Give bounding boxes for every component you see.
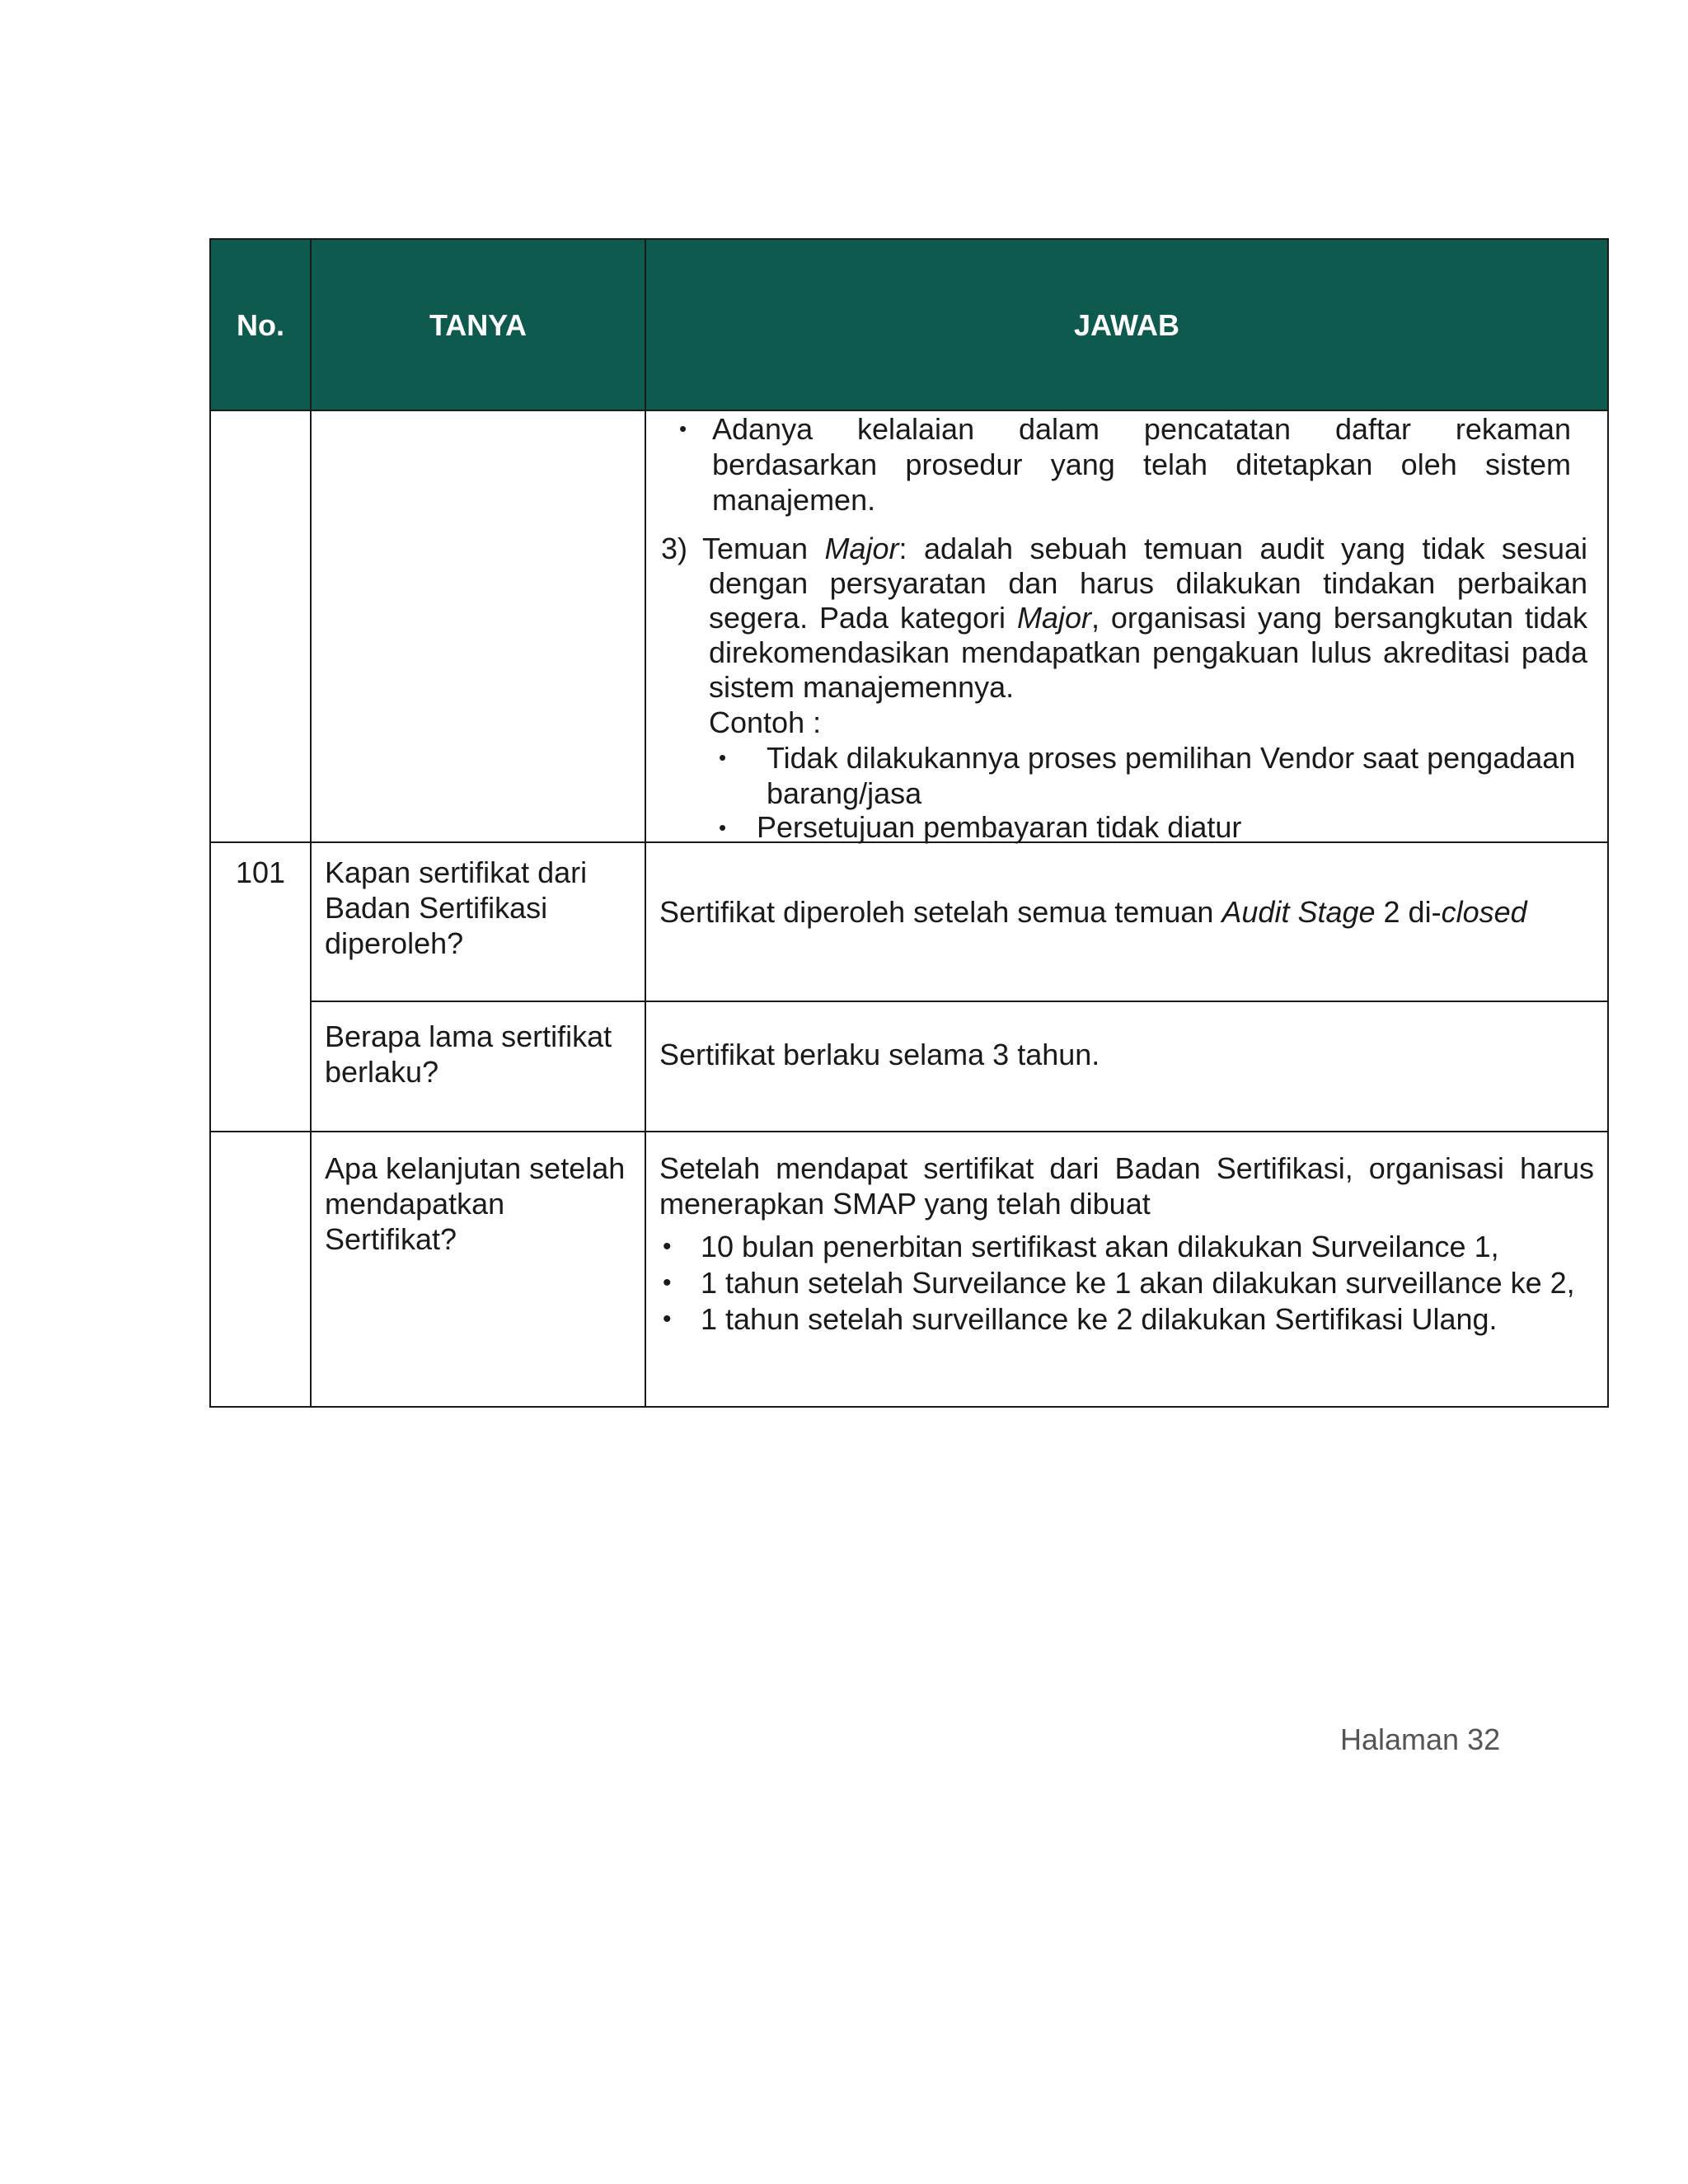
header-jawab: JAWAB bbox=[645, 239, 1608, 410]
item-text: Temuan Major: adalah sebuah temuan audit yang tidak sesuai dengan persyaratan dan harus dilakukan tindakan perbaikan segera. Pada kategori Major, organisasi yang bersangkutan tidak direkomendasikan mendapatkan pengakuan lulus akreditasi pada sistem manajemennya. bbox=[702, 532, 1588, 704]
cell-question: Berapa lama sertifikat berlaku? bbox=[311, 1001, 645, 1132]
table-row-101 bbox=[210, 842, 1608, 1001]
header-no: No. bbox=[210, 239, 311, 410]
example-item: • Tidak dilakukannya proses pemilihan Vendor saat pengadaan barang/jasa bbox=[719, 741, 1576, 810]
cell-answer bbox=[645, 1132, 1608, 1407]
example-item: • Persetujuan pembayaran tidak diatur bbox=[719, 810, 1242, 844]
bullet-icon: • bbox=[719, 745, 727, 770]
cell-question: Apa kelanjutan setelah mendapatkan Sertifikat? bbox=[311, 1132, 645, 1407]
cell-question-empty bbox=[311, 410, 645, 842]
table-row-next bbox=[210, 1132, 1608, 1407]
list-item: • 1 tahun setelah surveillance ke 2 dilakukan Sertifikasi Ulang. bbox=[663, 1302, 1498, 1336]
cell-answer: Sertifikat berlaku selama 3 tahun. bbox=[645, 1001, 1608, 1132]
bullet-rest: berdasarkan prosedur yang telah ditetapkan oleh sistem manajemen. bbox=[712, 448, 1571, 517]
contoh-label: Contoh : bbox=[709, 705, 822, 739]
bullet-icon: • bbox=[679, 416, 687, 441]
cell-question: Kapan sertifikat dari Badan Sertifikasi diperoleh? bbox=[311, 842, 645, 1001]
table-row-101-sub bbox=[210, 1001, 1608, 1132]
header-tanya: TANYA bbox=[311, 239, 645, 410]
bullet-icon: • bbox=[663, 1269, 672, 1296]
list-item: • 1 tahun setelah Surveilance ke 1 akan dilakukan surveillance ke 2, bbox=[663, 1266, 1575, 1300]
cell-no: 101 bbox=[210, 842, 311, 1132]
table-header-row bbox=[210, 239, 1608, 410]
cell-answer-continued bbox=[645, 410, 1608, 842]
page-number: Halaman 32 bbox=[1340, 1722, 1501, 1756]
answer-intro: Setelah mendapat sertifikat dari Badan Sertifikasi, organisasi harus menerapkan SMAP yang telah dibuat bbox=[659, 1151, 1594, 1221]
bullet-line-1: Adanya kelalaian dalam pencatatan daftar rekaman bbox=[712, 412, 1571, 446]
list-item bbox=[679, 411, 1571, 518]
cell-no-empty bbox=[210, 1132, 311, 1407]
list-item: • 10 bulan penerbitan sertifikast akan dilakukan Surveilance 1, bbox=[663, 1230, 1499, 1263]
cell-no-empty bbox=[210, 410, 311, 842]
cell-answer: Sertifikat diperoleh setelah semua temuan Audit Stage 2 di-closed bbox=[645, 842, 1608, 1001]
list-item bbox=[659, 532, 1587, 844]
bullet-icon: • bbox=[663, 1233, 672, 1260]
faq-table bbox=[209, 238, 1609, 1408]
bullet-icon: • bbox=[663, 1305, 672, 1333]
bullet-icon: • bbox=[719, 815, 727, 840]
table-row-continued bbox=[210, 410, 1608, 842]
item-number: 3) bbox=[661, 532, 688, 565]
